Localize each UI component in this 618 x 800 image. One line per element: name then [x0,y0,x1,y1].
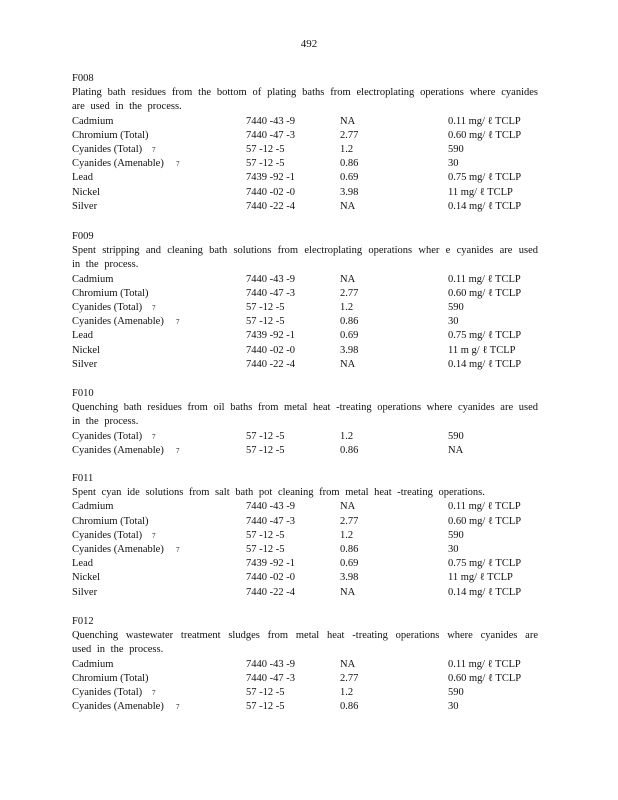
table-row [72,115,538,129]
nonwastewater-standard: 0.14 mg/ ℓ TCLP [448,200,522,212]
footnote-marker: 7 [176,318,180,327]
nonwastewater-standard: 0.60 mg/ ℓ TCLP [448,129,522,141]
table-row [72,515,538,529]
table-row [72,171,538,185]
wastewater-standard: NA [340,273,356,285]
footnote-marker: 7 [152,303,156,312]
nonwastewater-standard: NA [448,444,464,456]
wastewater-standard: 0.86 [340,444,359,456]
table-row [72,430,538,444]
cas-number: 7440 -43 -9 [246,273,295,285]
table-row [72,344,538,358]
nonwastewater-standard: 0.11 mg/ ℓ TCLP [448,501,521,513]
wastewater-standard: 0.69 [340,172,359,184]
waste-code-section-f008 [72,72,538,214]
constituent-name: Cadmium [72,273,114,285]
constituent-name: Lead [72,558,93,570]
wastewater-standard: 2.77 [340,672,359,684]
table-row [72,529,538,543]
table-row [72,329,538,343]
wastewater-standard: 2.77 [340,129,359,141]
constituent-name: Cyanides (Total) [72,143,143,155]
waste-code: F011 [72,473,94,484]
cas-number: 7440 -43 -9 [246,115,295,127]
footnote-marker: 7 [152,432,156,441]
nonwastewater-standard: 0.75 mg/ ℓ TCLP [448,558,522,570]
cas-number: 57 -12 -5 [246,143,285,155]
constituent-name: Silver [72,358,98,370]
waste-description: Quenching bath residues from oil baths from metal heat -treating operations where cyanides are used in the process. [72,402,538,428]
wastewater-standard: 1.2 [340,430,354,442]
constituent-name: Chromium (Total) [72,515,149,527]
cas-number: 57 -12 -5 [246,529,285,541]
wastewater-standard: 3.98 [340,572,359,584]
cas-number: 7439 -92 -1 [246,330,295,342]
wastewater-standard: 2.77 [340,287,359,299]
footnote-marker: 7 [176,446,180,455]
nonwastewater-standard: 30 [448,543,459,555]
nonwastewater-standard: 590 [448,529,464,541]
table-row [72,444,538,458]
constituent-name: Cyanides (Amenable) [72,543,164,555]
cas-number: 7440 -43 -9 [246,501,295,513]
table-row [72,186,538,200]
nonwastewater-standard: 11 mg/ ℓ TCLP [448,572,513,584]
wastewater-standard: NA [340,658,356,670]
nonwastewater-standard: 30 [448,316,459,328]
constituent-name: Cyanides (Amenable) [72,158,164,170]
wastewater-standard: 1.2 [340,301,354,313]
table-row [72,557,538,571]
table-row [72,543,538,557]
cas-number: 7440 -22 -4 [246,200,295,212]
cas-number: 7440 -47 -3 [246,287,295,299]
footnote-marker: 7 [152,531,156,540]
waste-code-section-f009 [72,230,538,372]
constituent-name: Lead [72,330,93,342]
waste-code-section-f012 [72,615,538,714]
cas-number: 57 -12 -5 [246,316,285,328]
cas-number: 57 -12 -5 [246,430,285,442]
table-row [72,700,538,714]
nonwastewater-standard: 0.14 mg/ ℓ TCLP [448,586,522,598]
table-row [72,586,538,600]
wastewater-standard: 0.69 [340,330,359,342]
wastewater-standard: 0.86 [340,701,359,713]
wastewater-standard: 0.69 [340,558,359,570]
cas-number: 57 -12 -5 [246,301,285,313]
wastewater-standard: NA [340,200,356,212]
wastewater-standard: 2.77 [340,515,359,527]
waste-code: F012 [72,616,94,627]
footnote-marker: 7 [152,145,156,154]
footnote-marker: 7 [176,545,180,554]
wastewater-standard: 0.86 [340,316,359,328]
nonwastewater-standard: 0.60 mg/ ℓ TCLP [448,287,522,299]
constituent-name: Cyanides (Amenable) [72,701,164,713]
cas-number: 7440 -47 -3 [246,515,295,527]
table-row [72,658,538,672]
constituent-name: Chromium (Total) [72,129,149,141]
table-row [72,315,538,329]
page-number: 492 [300,38,318,50]
constituent-name: Cadmium [72,658,114,670]
nonwastewater-standard: 0.11 mg/ ℓ TCLP [448,658,521,670]
constituent-name: Nickel [72,344,100,356]
nonwastewater-standard: 0.11 mg/ ℓ TCLP [448,273,521,285]
wastewater-standard: 1.2 [340,686,354,698]
cas-number: 7439 -92 -1 [246,558,295,570]
footnote-marker: 7 [152,688,156,697]
table-row [72,129,538,143]
table-row [72,200,538,214]
table-row [72,157,538,171]
nonwastewater-standard: 0.60 mg/ ℓ TCLP [448,672,522,684]
cas-number: 7440 -22 -4 [246,358,295,370]
constituent-name: Chromium (Total) [72,672,149,684]
table-row [72,672,538,686]
table-row [72,571,538,585]
nonwastewater-standard: 0.75 mg/ ℓ TCLP [448,330,522,342]
nonwastewater-standard: 590 [448,686,464,698]
nonwastewater-standard: 30 [448,701,459,713]
constituent-name: Silver [72,586,98,598]
wastewater-standard: 3.98 [340,344,359,356]
nonwastewater-standard: 590 [448,143,464,155]
table-row [72,143,538,157]
cas-number: 7440 -02 -0 [246,344,295,356]
cas-number: 57 -12 -5 [246,444,285,456]
table-row [72,358,538,372]
wastewater-standard: NA [340,586,356,598]
cas-number: 7439 -92 -1 [246,172,295,184]
table-row [72,500,538,514]
nonwastewater-standard: 30 [448,158,459,170]
cas-number: 57 -12 -5 [246,543,285,555]
nonwastewater-standard: 0.11 mg/ ℓ TCLP [448,115,521,127]
constituent-name: Cyanides (Amenable) [72,444,164,456]
wastewater-standard: 1.2 [340,529,354,541]
table-row [72,686,538,700]
waste-code: F010 [72,388,94,399]
constituent-name: Silver [72,200,98,212]
waste-code-section-f011 [72,472,538,600]
constituent-name: Cyanides (Amenable) [72,316,164,328]
waste-description: Spent cyan ide solutions from salt bath pot cleaning from metal heat -treating operations. [72,487,485,499]
table-row [72,287,538,301]
wastewater-standard: NA [340,115,356,127]
waste-description: Plating bath residues from the bottom of plating baths from electroplating operations where cyanides are used in the process. [72,87,538,113]
constituent-name: Cyanides (Total) [72,686,143,698]
table-row [72,273,538,287]
cas-number: 57 -12 -5 [246,701,285,713]
cas-number: 7440 -02 -0 [246,186,295,198]
cas-number: 7440 -02 -0 [246,572,295,584]
nonwastewater-standard: 590 [448,430,464,442]
constituent-name: Nickel [72,186,100,198]
wastewater-standard: 1.2 [340,143,354,155]
cas-number: 57 -12 -5 [246,686,285,698]
wastewater-standard: 0.86 [340,158,359,170]
cas-number: 7440 -43 -9 [246,658,295,670]
cas-number: 7440 -47 -3 [246,672,295,684]
table-row [72,301,538,315]
wastewater-standard: 3.98 [340,186,359,198]
nonwastewater-standard: 590 [448,301,464,313]
nonwastewater-standard: 11 mg/ ℓ TCLP [448,186,513,198]
waste-description: Spent stripping and cleaning bath solutions from electroplating operations wher e cyanides are used in the process. [72,245,538,271]
constituent-name: Cadmium [72,115,114,127]
nonwastewater-standard: 11 m g/ ℓ TCLP [448,344,516,356]
constituent-name: Nickel [72,572,100,584]
constituent-name: Lead [72,172,93,184]
cas-number: 57 -12 -5 [246,158,285,170]
nonwastewater-standard: 0.75 mg/ ℓ TCLP [448,172,522,184]
waste-code: F008 [72,73,94,84]
wastewater-standard: 0.86 [340,543,359,555]
constituent-name: Cyanides (Total) [72,430,143,442]
waste-code: F009 [72,231,94,242]
nonwastewater-standard: 0.60 mg/ ℓ TCLP [448,515,522,527]
constituent-name: Cyanides (Total) [72,529,143,541]
wastewater-standard: NA [340,358,356,370]
cas-number: 7440 -22 -4 [246,586,295,598]
waste-description: Quenching wastewater treatment sludges from metal heat -treating operations where cyanides are used in the process. [72,630,538,656]
footnote-marker: 7 [176,703,180,712]
constituent-name: Cyanides (Total) [72,301,143,313]
footnote-marker: 7 [176,160,180,169]
waste-code-section-f010 [72,387,538,458]
nonwastewater-standard: 0.14 mg/ ℓ TCLP [448,358,522,370]
constituent-name: Chromium (Total) [72,287,149,299]
constituent-name: Cadmium [72,501,114,513]
wastewater-standard: NA [340,501,356,513]
cas-number: 7440 -47 -3 [246,129,295,141]
